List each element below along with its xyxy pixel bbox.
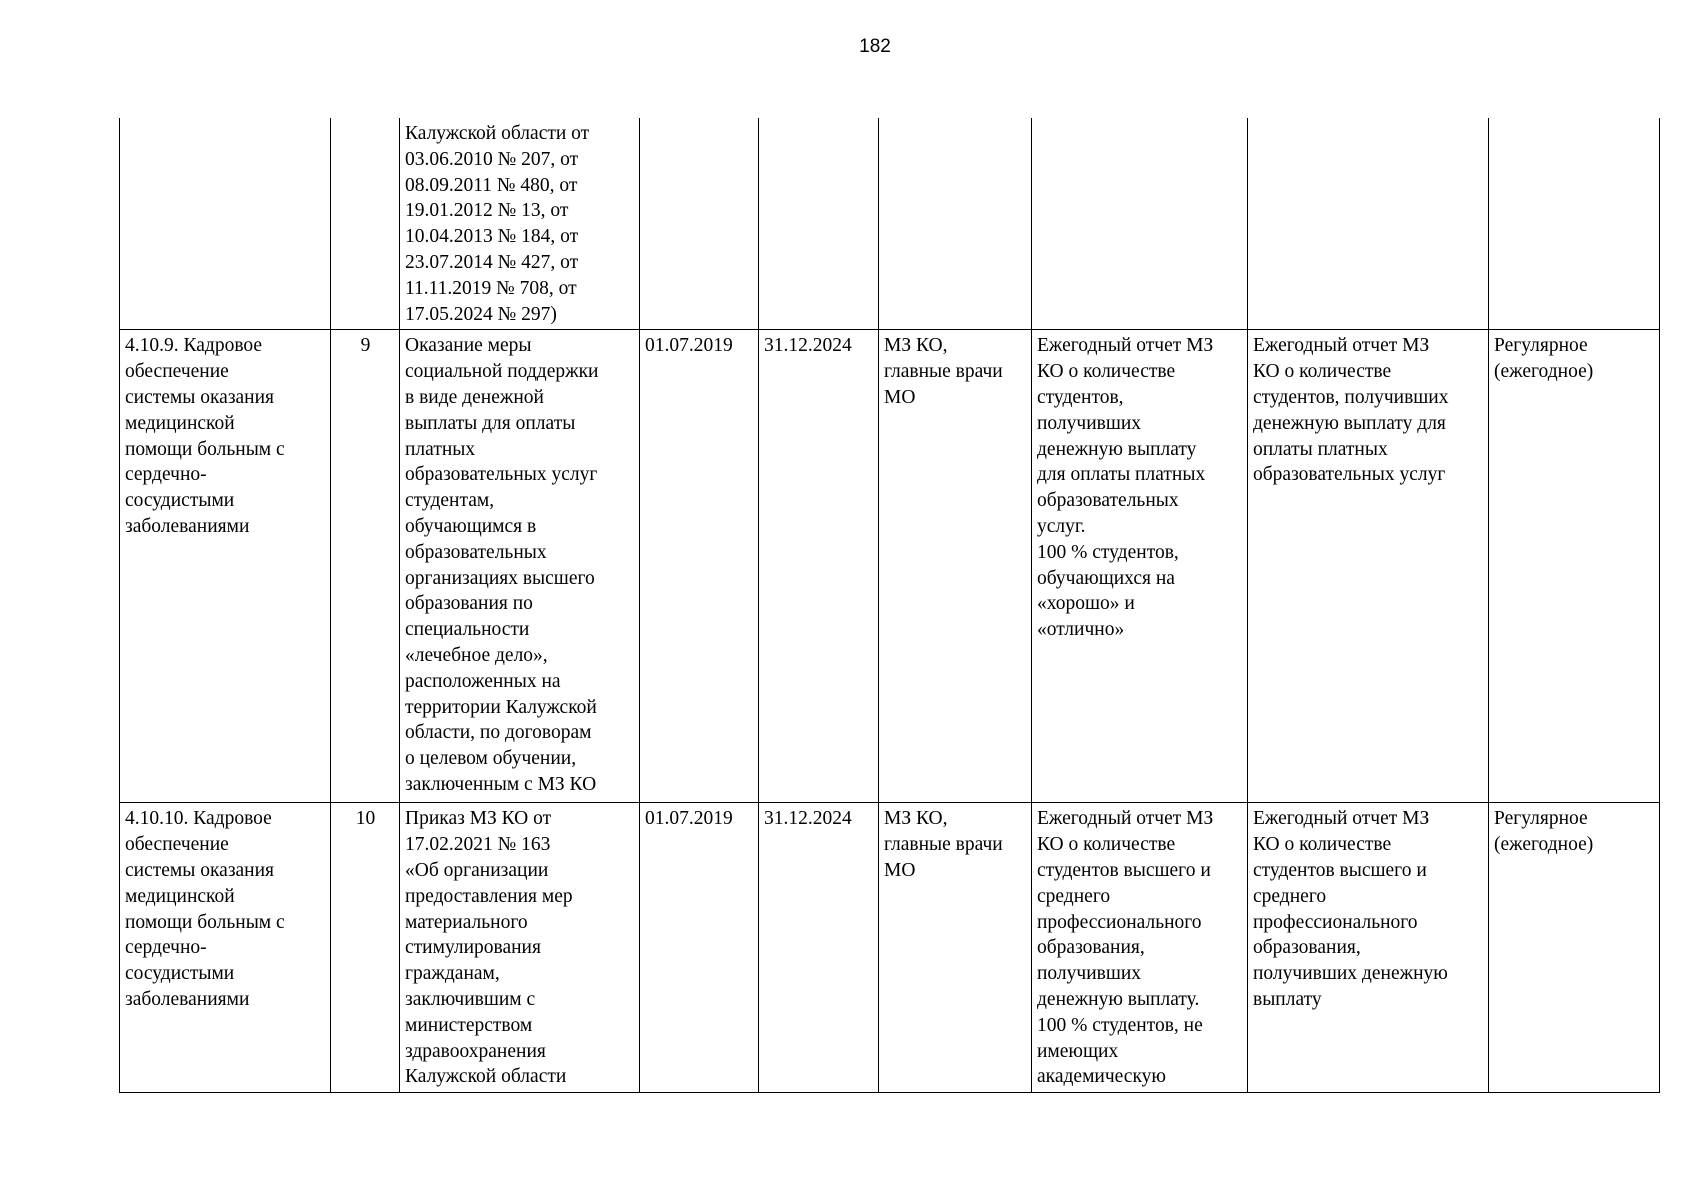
start-date-cell xyxy=(640,118,759,330)
table-row xyxy=(120,803,1660,1093)
document-cell: Оказание меры социальной поддержки в виде денежной выплаты для оплаты платных образовательных услуг студентам, обучающимся в образовательных организациях высшего образования по специальности «лечебное дело», расположенных на территории Калужской области, по договорам о целевом обучении, заключенным с МЗ КО xyxy=(400,330,640,803)
number-cell: 9 xyxy=(331,330,400,803)
periodicity-cell: Регулярное (ежегодное) xyxy=(1489,330,1660,803)
section-cell xyxy=(120,118,331,330)
activities-table xyxy=(119,118,1660,1093)
end-date-cell xyxy=(759,118,879,330)
result-report-cell: Ежегодный отчет МЗ КО о количестве студентов высшего и среднего профессионального образования, получивших денежную выплату. 100 % студентов, не имеющих академическую xyxy=(1032,803,1248,1093)
start-date-cell: 01.07.2019 xyxy=(640,330,759,803)
responsible-cell xyxy=(879,118,1032,330)
indicator-cell: Ежегодный отчет МЗ КО о количестве студентов, получивших денежную выплату для оплаты платных образовательных услуг xyxy=(1248,330,1489,803)
number-cell: 10 xyxy=(331,803,400,1093)
number-cell xyxy=(331,118,400,330)
table-row xyxy=(120,330,1660,803)
page-number: 182 xyxy=(859,36,891,57)
start-date-cell: 01.07.2019 xyxy=(640,803,759,1093)
indicator-cell: Ежегодный отчет МЗ КО о количестве студентов высшего и среднего профессионального образования, получивших денежную выплату xyxy=(1248,803,1489,1093)
section-cell: 4.10.10. Кадровое обеспечение системы оказания медицинской помощи больным с сердечно- сосудистыми заболеваниями xyxy=(120,803,331,1093)
document-cell: Калужской области от 03.06.2010 № 207, от 08.09.2011 № 480, от 19.01.2012 № 13, от 10.04.2013 № 184, от 23.07.2014 № 427, от 11.11.2019 № 708, от 17.05.2024 № 297) xyxy=(400,118,640,330)
result-report-cell xyxy=(1032,118,1248,330)
responsible-cell: МЗ КО, главные врачи МО xyxy=(879,803,1032,1093)
responsible-cell: МЗ КО, главные врачи МО xyxy=(879,330,1032,803)
result-report-cell: Ежегодный отчет МЗ КО о количестве студентов, получивших денежную выплату для оплаты платных образовательных услуг. 100 % студентов, обучающихся на «хорошо» и «отлично» xyxy=(1032,330,1248,803)
end-date-cell: 31.12.2024 xyxy=(759,330,879,803)
indicator-cell xyxy=(1248,118,1489,330)
periodicity-cell: Регулярное (ежегодное) xyxy=(1489,803,1660,1093)
periodicity-cell xyxy=(1489,118,1660,330)
table-row xyxy=(120,118,1660,330)
section-cell: 4.10.9. Кадровое обеспечение системы оказания медицинской помощи больным с сердечно- сосудистыми заболеваниями xyxy=(120,330,331,803)
end-date-cell: 31.12.2024 xyxy=(759,803,879,1093)
document-cell: Приказ МЗ КО от 17.02.2021 № 163 «Об организации предоставления мер материального стимулирования гражданам, заключившим с министерством здравоохранения Калужской области xyxy=(400,803,640,1093)
